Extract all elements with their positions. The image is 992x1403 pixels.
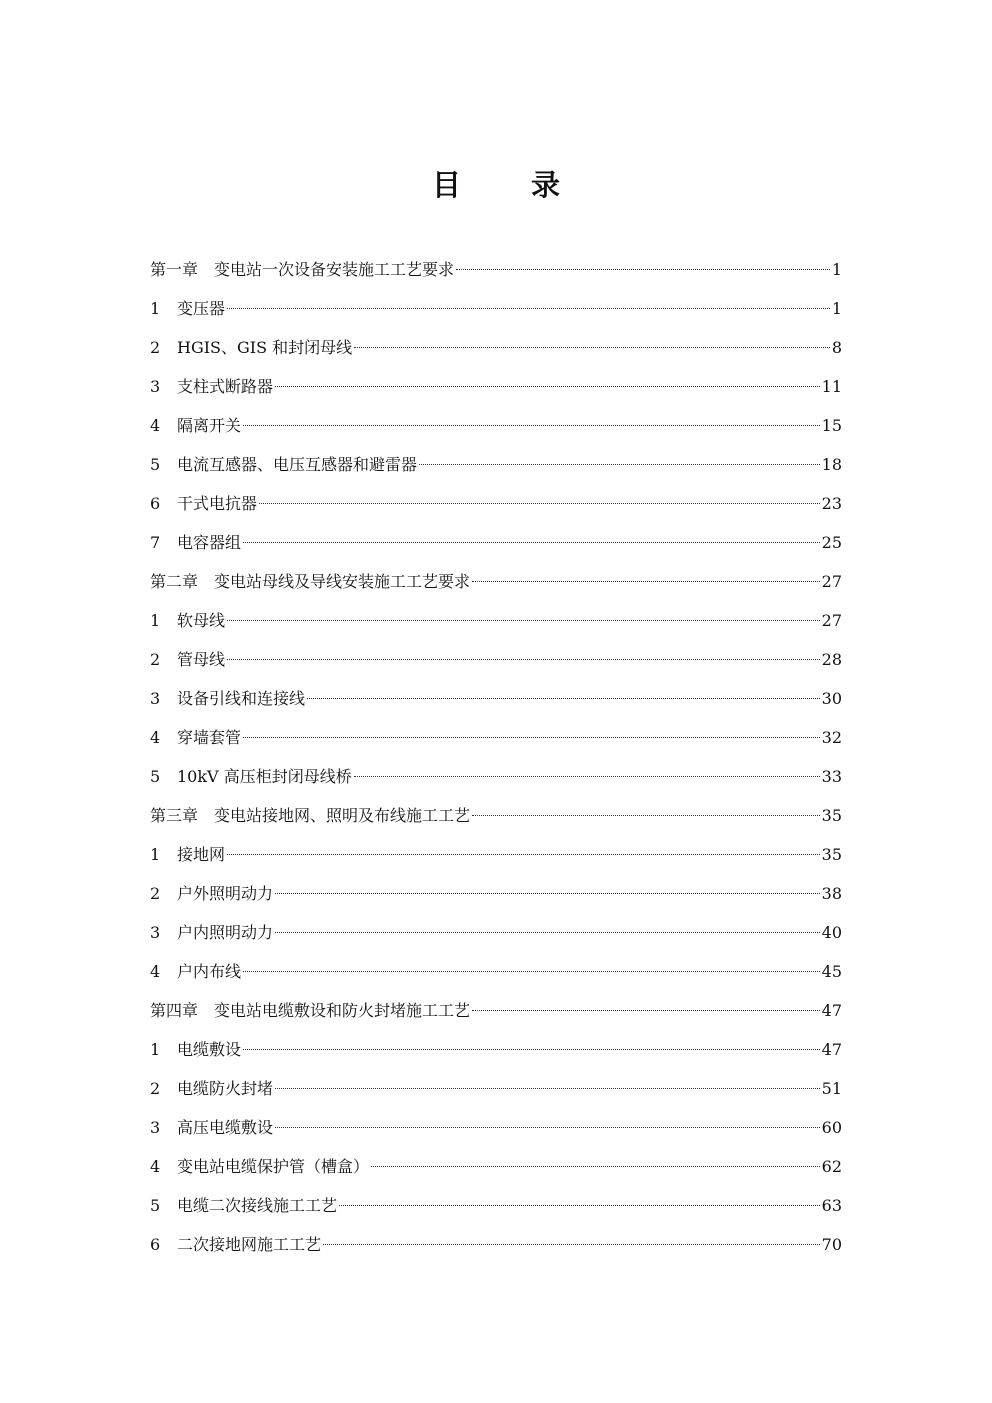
toc-dot-leader (275, 1127, 820, 1128)
toc-dot-leader (275, 932, 820, 933)
toc-dot-leader (243, 542, 820, 543)
toc-entry-title: 穿墙套管 (177, 728, 242, 747)
toc-dot-leader (275, 893, 820, 894)
toc-dot-leader (339, 1205, 820, 1206)
toc-entry-title: 设备引线和连接线 (177, 689, 306, 708)
toc-entry-title: 户内照明动力 (177, 923, 274, 942)
toc-page-number: 1 (831, 260, 842, 279)
toc-section-number: 4 (150, 416, 161, 435)
toc-page-number: 8 (831, 338, 842, 357)
toc-section-entry[interactable] (150, 835, 842, 874)
toc-section-entry[interactable] (150, 913, 842, 952)
toc-section-entry[interactable] (150, 523, 842, 562)
toc-page-number: 27 (821, 572, 842, 591)
toc-entry-title: 户内布线 (177, 962, 242, 981)
toc-page-number: 35 (821, 845, 842, 864)
toc-dot-leader (275, 1088, 820, 1089)
toc-entry-title: 电缆二次接线施工工艺 (177, 1196, 338, 1215)
toc-chapter-number: 第三章 (150, 806, 199, 825)
toc-dot-leader (456, 269, 830, 270)
toc-entry-title: 变电站母线及导线安装施工工艺要求 (214, 572, 471, 591)
toc-dot-leader (354, 776, 820, 777)
toc-entry-title: 变压器 (177, 299, 226, 318)
toc-dot-leader (323, 1244, 820, 1245)
toc-section-number: 1 (150, 299, 161, 318)
toc-chapter-number: 第四章 (150, 1001, 199, 1020)
toc-section-number: 5 (150, 767, 161, 786)
toc-dot-leader (307, 698, 820, 699)
toc-entry-title: 支柱式断路器 (177, 377, 274, 396)
table-of-contents (150, 250, 842, 1264)
toc-section-entry[interactable] (150, 484, 842, 523)
toc-section-number: 1 (150, 611, 161, 630)
toc-section-entry[interactable] (150, 1225, 842, 1264)
toc-entry-title: HGIS、GIS 和封闭母线 (177, 338, 353, 357)
toc-dot-leader (472, 581, 820, 582)
toc-section-entry[interactable] (150, 679, 842, 718)
toc-dot-leader (472, 815, 820, 816)
toc-entry-title: 电容器组 (177, 533, 242, 552)
toc-section-entry[interactable] (150, 367, 842, 406)
toc-entry-title: 软母线 (177, 611, 226, 630)
toc-page-number: 30 (821, 689, 842, 708)
toc-page-number: 51 (821, 1079, 842, 1098)
toc-section-number: 3 (150, 377, 161, 396)
toc-section-entry[interactable] (150, 1147, 842, 1186)
toc-chapter-number: 第二章 (150, 572, 199, 591)
toc-page-number: 47 (821, 1040, 842, 1059)
toc-entry-title: 变电站电缆保护管（槽盒） (177, 1157, 370, 1176)
toc-section-entry[interactable] (150, 406, 842, 445)
toc-section-number: 4 (150, 1157, 161, 1176)
toc-section-number: 2 (150, 1079, 161, 1098)
toc-entry-title: 二次接地网施工工艺 (177, 1235, 322, 1254)
toc-chapter-entry[interactable] (150, 991, 842, 1030)
toc-page-number: 63 (821, 1196, 842, 1215)
toc-dot-leader (227, 308, 830, 309)
toc-dot-leader (371, 1166, 820, 1167)
toc-page-number: 33 (821, 767, 842, 786)
toc-page-number: 27 (821, 611, 842, 630)
toc-section-number: 3 (150, 923, 161, 942)
toc-dot-leader (227, 620, 820, 621)
toc-entry-title: 电缆防火封堵 (177, 1079, 274, 1098)
toc-section-number: 2 (150, 338, 161, 357)
toc-section-number: 2 (150, 650, 161, 669)
toc-page-number: 45 (821, 962, 842, 981)
toc-dot-leader (227, 659, 820, 660)
toc-page-number: 1 (831, 299, 842, 318)
toc-entry-title: 隔离开关 (177, 416, 242, 435)
toc-entry-title: 高压电缆敷设 (177, 1118, 274, 1137)
toc-section-entry[interactable] (150, 328, 842, 367)
toc-page-number: 11 (821, 377, 842, 396)
toc-page-number: 47 (821, 1001, 842, 1020)
toc-section-number: 6 (150, 1235, 161, 1254)
toc-chapter-entry[interactable] (150, 250, 842, 289)
toc-section-entry[interactable] (150, 289, 842, 328)
toc-section-number: 1 (150, 845, 161, 864)
toc-section-entry[interactable] (150, 1186, 842, 1225)
toc-section-entry[interactable] (150, 718, 842, 757)
toc-dot-leader (243, 1049, 820, 1050)
toc-chapter-number: 第一章 (150, 260, 199, 279)
toc-section-entry[interactable] (150, 1069, 842, 1108)
toc-page-number: 35 (821, 806, 842, 825)
toc-dot-leader (243, 737, 820, 738)
toc-section-entry[interactable] (150, 1108, 842, 1147)
toc-section-number: 2 (150, 884, 161, 903)
toc-page-number: 18 (821, 455, 842, 474)
toc-entry-title: 电流互感器、电压互感器和避雷器 (177, 455, 418, 474)
toc-page-number: 60 (821, 1118, 842, 1137)
toc-page-number: 28 (821, 650, 842, 669)
toc-section-number: 5 (150, 1196, 161, 1215)
toc-entry-title: 管母线 (177, 650, 226, 669)
toc-entry-title: 电缆敷设 (177, 1040, 242, 1059)
toc-dot-leader (243, 425, 820, 426)
toc-page-number: 23 (821, 494, 842, 513)
toc-chapter-entry[interactable] (150, 562, 842, 601)
toc-entry-title: 变电站一次设备安装施工工艺要求 (214, 260, 455, 279)
toc-page-number: 70 (821, 1235, 842, 1254)
toc-page-number: 32 (821, 728, 842, 747)
toc-page-number: 38 (821, 884, 842, 903)
toc-section-entry[interactable] (150, 445, 842, 484)
toc-section-number: 3 (150, 689, 161, 708)
toc-dot-leader (227, 854, 820, 855)
toc-page-number: 40 (821, 923, 842, 942)
toc-entry-title: 变电站接地网、照明及布线施工工艺 (214, 806, 471, 825)
toc-dot-leader (419, 464, 820, 465)
toc-section-entry[interactable] (150, 952, 842, 991)
toc-dot-leader (354, 347, 830, 348)
toc-page-number: 15 (821, 416, 842, 435)
toc-section-number: 6 (150, 494, 161, 513)
toc-dot-leader (275, 386, 820, 387)
toc-section-entry[interactable] (150, 874, 842, 913)
toc-entry-title: 接地网 (177, 845, 226, 864)
toc-section-entry[interactable] (150, 640, 842, 679)
page-title: 目 录 (431, 168, 591, 202)
toc-dot-leader (259, 503, 820, 504)
toc-page-number: 25 (821, 533, 842, 552)
toc-dot-leader (243, 971, 820, 972)
toc-section-number: 5 (150, 455, 161, 474)
toc-section-entry[interactable] (150, 757, 842, 796)
toc-entry-title: 户外照明动力 (177, 884, 274, 903)
toc-entry-title: 干式电抗器 (177, 494, 258, 513)
toc-page-number: 62 (821, 1157, 842, 1176)
toc-chapter-entry[interactable] (150, 796, 842, 835)
toc-section-entry[interactable] (150, 601, 842, 640)
toc-section-number: 1 (150, 1040, 161, 1059)
toc-dot-leader (472, 1010, 820, 1011)
toc-section-number: 7 (150, 533, 161, 552)
toc-section-number: 4 (150, 962, 161, 981)
toc-entry-title: 变电站电缆敷设和防火封堵施工工艺 (214, 1001, 471, 1020)
toc-section-number: 4 (150, 728, 161, 747)
toc-entry-title: 10kV 高压柜封闭母线桥 (177, 767, 352, 786)
toc-section-number: 3 (150, 1118, 161, 1137)
toc-section-entry[interactable] (150, 1030, 842, 1069)
